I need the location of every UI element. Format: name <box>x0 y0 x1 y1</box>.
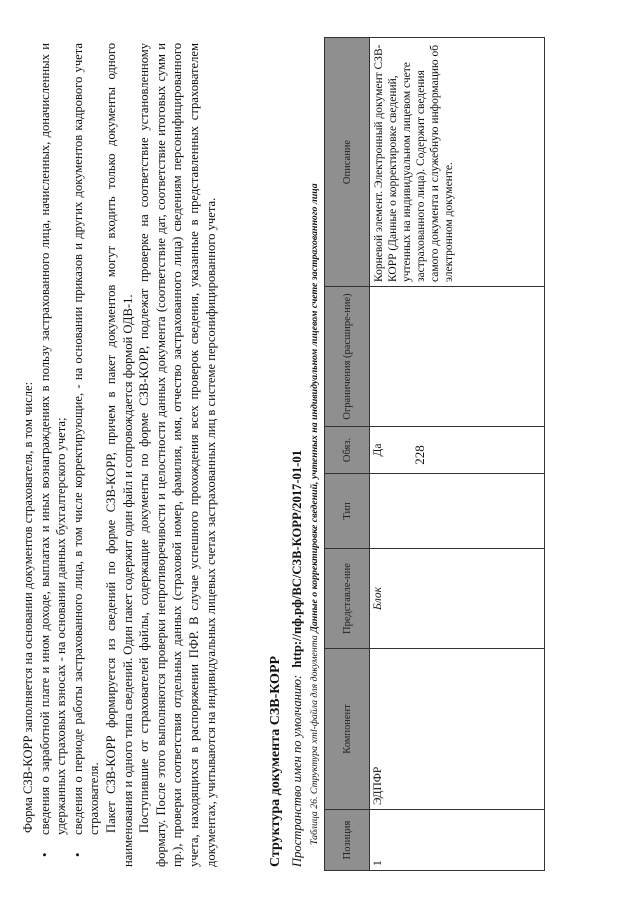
col-header-restrictions: Ограничения (расшире-ние) <box>325 287 370 427</box>
col-header-representation: Представле-ние <box>325 549 370 649</box>
table-caption <box>309 40 320 845</box>
paragraph-checks: Поступившие от страхователей файлы, содержащие документы по форме СЗВ-КОРР, подлежат проверке на соответствие установленному формату. После этого выполняются проверки непротиворечивости и целостности данных документа (соответствие дат, соответствие итоговых сумм и пр.), проверки соответствия отдельных данных (страховой номер, фамилия, имя, отчество застрахованного лица) сведениям персонифицированного учета, находящихся в распоряжении ПФР. В случае успешного прохождения всех проверок сведения, указанные в представленных страхователем документах, учитываются на индивидуальных лицевых счетах застрахованных лиц в системе персонифицированного учета. <box>137 43 218 867</box>
col-header-description: Описание <box>325 38 370 287</box>
bullet-icon: • <box>70 852 85 857</box>
page-content <box>0 35 640 875</box>
cell-description: Корневой элемент. Электронный документ СЗВ-КОРР (Данные о корректировке сведений, учтенных на индивидуальном лицевом счете застрахованного лица). Содержит сведения самого документа и служебную информацию об электронном документе. <box>370 38 545 287</box>
table-header-row <box>325 38 370 871</box>
bullet-icon: • <box>37 852 52 857</box>
table-caption-prefix: Таблица 26. Структура xml-файла для документа <box>309 632 320 845</box>
table-row <box>370 38 545 871</box>
structure-table <box>324 37 545 871</box>
cell-type <box>370 474 545 549</box>
cell-restrictions <box>370 287 545 427</box>
namespace-line <box>290 450 305 867</box>
table-caption-title: Данные о корректировке сведений, учтенных на индивидуальном лицевом счете застрахованного лица <box>309 183 320 633</box>
list-item: • сведения о периоде работы застрахованного лица, в том числе корректирующие, - на основании приказов и других документов кадрового учета страхователя. <box>70 43 102 857</box>
bullet-list <box>37 43 103 867</box>
cell-required: Да <box>370 427 545 474</box>
list-item: • сведения о заработной плате и ином доходе, выплатах и иных вознаграждениях в пользу застрахованного лица, начисленных, доначисленных и удержанных страховых взносах - на основании данных бухгалтерского учета; <box>37 43 69 857</box>
page-number: 228 <box>412 445 427 465</box>
col-header-required: Обяз. <box>325 427 370 474</box>
body-text <box>20 43 219 867</box>
col-header-position: Позиция <box>325 810 370 871</box>
namespace-label: Пространство имен по умолчанию: <box>290 674 304 867</box>
intro-paragraph: Форма СЗВ-КОРР заполняется на основании документов страхователя, в том числе: <box>21 381 35 833</box>
cell-component: ЭДПФР <box>370 649 545 810</box>
cell-position: 1 <box>370 810 545 871</box>
col-header-type: Тип <box>325 474 370 549</box>
cell-representation: Блок <box>370 549 545 649</box>
paragraph-package: Пакет СЗВ-КОРР формируется из сведений по форме СЗВ-КОРР, причем в пакет документов могут входить только документы одного наименования и одного типа сведений. Один пакет содержит один файл и сопровождается формой ОДВ-1. <box>103 43 135 867</box>
namespace-url: http://пф.рф/ВС/СЗВ-КОРР/2017-01-01 <box>290 450 304 668</box>
col-header-component: Компонент <box>325 649 370 810</box>
section-title: Структура документа СЗВ-КОРР <box>268 655 283 867</box>
